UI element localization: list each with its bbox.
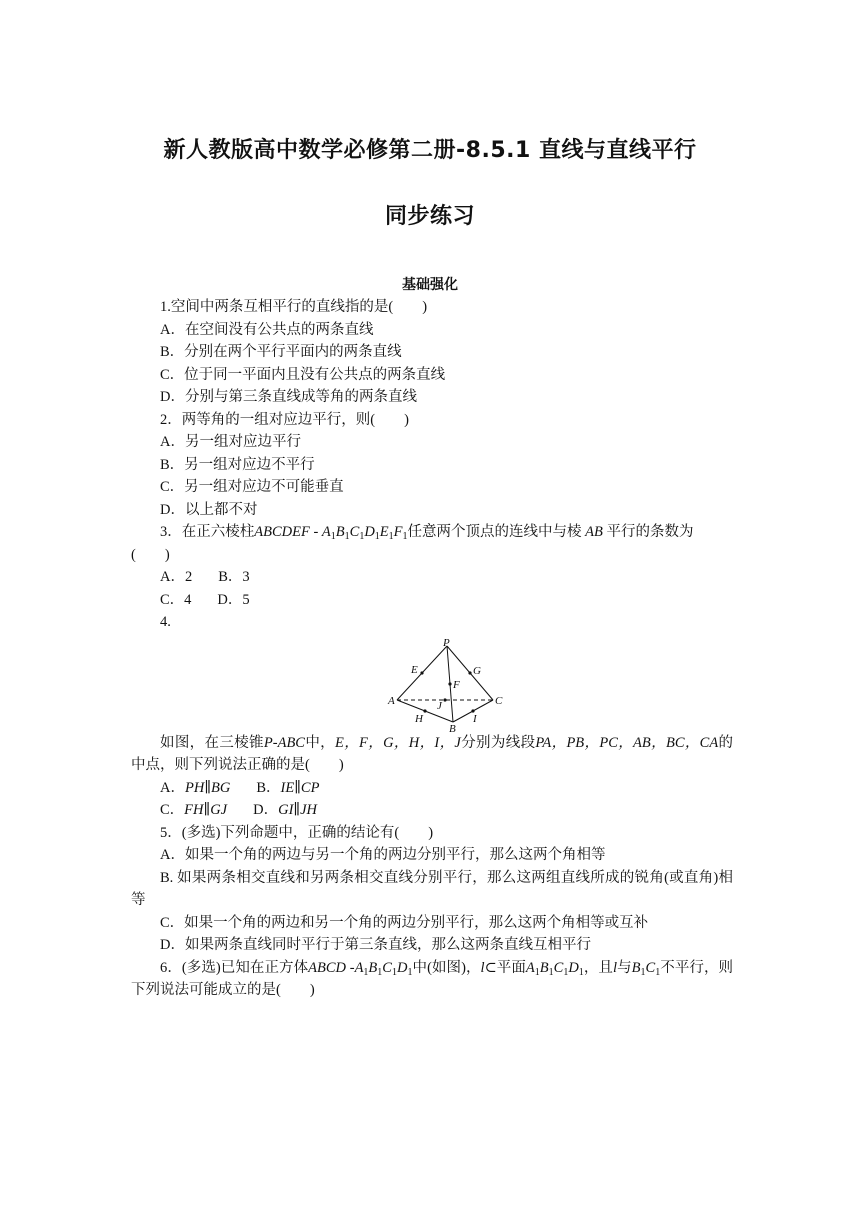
q6-sub: 1 — [534, 966, 540, 978]
q3-option-d: D．5 — [217, 591, 250, 608]
q6-text: 与 — [617, 959, 632, 976]
q6-cube-base: ABCD — [308, 959, 347, 976]
label-g: G — [473, 664, 481, 677]
q6-c1: C — [645, 959, 656, 976]
q2-option-a: A．另一组对应边平行 — [160, 434, 301, 450]
q1-stem: 1.空间中两条互相平行的直线指的是( ) — [160, 299, 428, 315]
q4-number: 4. — [160, 614, 171, 630]
q6-sub: 1 — [391, 966, 397, 978]
q3-edge-ab: AB — [585, 524, 603, 540]
q1-option-a: A．在空间没有公共点的两条直线 — [160, 321, 374, 338]
label-a: A — [388, 694, 395, 707]
q1-option-d: D．分别与第三条直线成等角的两条直线 — [160, 389, 417, 405]
label-c: C — [495, 694, 503, 707]
q6-text: ，且 — [583, 959, 613, 976]
q6-d1: D — [396, 959, 408, 976]
q3-a1: A — [321, 524, 331, 540]
q6-text: 不平行，则下列说法可能成立的是( ) — [131, 959, 734, 998]
q3-b1: B — [335, 524, 345, 540]
q6-sub: 1 — [548, 966, 554, 978]
q3-sub: 1 — [388, 531, 394, 542]
q3-options-row2 — [131, 589, 733, 612]
q3-sub: 1 — [344, 531, 350, 542]
point-f — [448, 682, 451, 685]
q6-text: 6．(多选)已知在正方体 — [160, 959, 309, 976]
label-h: H — [415, 712, 423, 725]
q6-line-l: l — [480, 959, 485, 976]
label-e: E — [411, 663, 418, 676]
label-p: P — [443, 637, 450, 649]
q3-sub: 1 — [330, 531, 336, 542]
q6-b1: B — [631, 959, 641, 976]
q3-stem-text: 任意两个顶点的连线中与棱 — [407, 524, 582, 540]
q1-option-b: B．分别在两个平行平面内的两条直线 — [160, 344, 402, 360]
q4-option-c: FH∥GJ — [184, 802, 228, 818]
q5-option-c: C．如果一个角的两边和另一个角的两边分别平行，那么这两个角相等或互补 — [160, 914, 649, 931]
q3-stem-text: 平行的条数为 — [606, 524, 694, 540]
q6-a1: A — [525, 959, 535, 976]
q4-option-a: PH∥BG — [184, 779, 231, 796]
q5-option-a: A．如果一个角的两边与另一个角的两边分别平行，那么这两个角相等 — [160, 847, 606, 863]
q4-stem-text: 如图，在三棱锥 — [160, 734, 264, 751]
q4-points: E，F，G，H，I，J — [335, 734, 461, 751]
q3-stem — [131, 521, 733, 544]
q4-option-b-label: B． — [256, 779, 281, 796]
q3-options-row1 — [131, 566, 733, 589]
q2-option-d: D．以上都不对 — [160, 501, 258, 518]
q4-option-c-label: C． — [160, 802, 185, 818]
q6-sub: 1 — [640, 966, 646, 978]
q6-c1: C — [382, 959, 392, 976]
q3-option-a: A．2 — [160, 569, 193, 585]
q4-stem-text: 的中点，则下列说法正确的是( ) — [131, 734, 734, 773]
q4-stem-text: 分别为线段 — [460, 734, 536, 751]
section-heading: 基础强化 — [402, 277, 458, 293]
q4-options-row2 — [131, 799, 733, 822]
q3-dash: - — [309, 524, 322, 540]
q6-sub: 1 — [578, 966, 584, 978]
q6-text: 中(如图)， — [412, 959, 481, 976]
q3-stem-text: 3．在正六棱柱 — [160, 524, 255, 540]
document-body — [131, 296, 733, 1002]
q3-sub: 1 — [402, 531, 408, 542]
q3-option-c: C．4 — [160, 591, 192, 608]
q3-d1: D — [364, 524, 375, 540]
label-f: F — [453, 678, 460, 691]
q6-b1: B — [539, 959, 549, 976]
q6-b1: B — [368, 959, 378, 976]
q6-sub: 1 — [363, 966, 369, 978]
q6-stem — [131, 957, 733, 1002]
q6-sub: 1 — [407, 966, 413, 978]
q2-option-b: B．另一组对应边不平行 — [160, 456, 315, 473]
q1-option-c: C．位于同一平面内且没有公共点的两条直线 — [160, 366, 446, 383]
q5-option-d: D．如果两条直线同时平行于第三条直线，那么这两条直线互相平行 — [160, 937, 591, 953]
document-title-line1: 新人教版高中数学必修第二册-8.5.1 直线与直线平行 — [163, 138, 697, 163]
q4-option-d-label: D． — [253, 802, 279, 818]
q6-line-l: l — [613, 959, 618, 976]
q5-stem: 5．(多选)下列命题中，正确的结论有( ) — [160, 824, 434, 841]
pyramid-figure — [131, 634, 733, 732]
q4-segments: PA，PB，PC，AB，BC，CA — [535, 734, 719, 751]
q6-a1: A — [354, 959, 364, 976]
point-e — [420, 671, 423, 674]
q3-c1: C — [349, 524, 360, 540]
q6-sub: 1 — [563, 966, 569, 978]
q3-prism-base: ABCDEF — [254, 524, 310, 540]
q6-sub: 1 — [655, 966, 661, 978]
label-i: I — [473, 712, 477, 725]
pyramid-diagram — [387, 638, 507, 732]
label-b: B — [449, 722, 456, 732]
point-h — [423, 709, 426, 712]
q6-c1: C — [553, 959, 564, 976]
q3-sub: 1 — [374, 531, 380, 542]
q4-option-b: IE∥CP — [280, 779, 320, 796]
q4-stem — [131, 732, 733, 777]
point-j — [443, 698, 446, 701]
q6-d1: D — [568, 959, 579, 976]
q4-pyramid: P-ABC — [263, 734, 305, 751]
q6-sub: 1 — [377, 966, 383, 978]
label-j: J — [437, 699, 442, 712]
q4-option-a-label: A． — [160, 779, 185, 796]
q3-e1: E — [379, 524, 389, 540]
q4-option-d: GI∥JH — [278, 802, 317, 818]
point-g — [468, 671, 471, 674]
q6-text: ⊂平面 — [484, 959, 526, 976]
q2-stem: 2．两等角的一组对应边平行，则( ) — [160, 411, 409, 428]
q4-stem-text: 中， — [304, 734, 336, 751]
q6-dash: - — [346, 959, 355, 976]
q2-option-c: C．另一组对应边不可能垂直 — [160, 479, 344, 495]
q4-options-row1 — [131, 777, 733, 800]
q3-sub: 1 — [359, 531, 365, 542]
q5-option-b: B. 如果两条相交直线和另两条相交直线分别平行，那么这两组直线所成的锐角(或直角)相等 — [131, 869, 733, 908]
document-title-line2: 同步练习 — [384, 204, 475, 229]
q3-option-b: B．3 — [218, 569, 250, 585]
q3-f1: F — [393, 524, 403, 540]
q3-answer-bracket: ( ) — [131, 546, 170, 563]
